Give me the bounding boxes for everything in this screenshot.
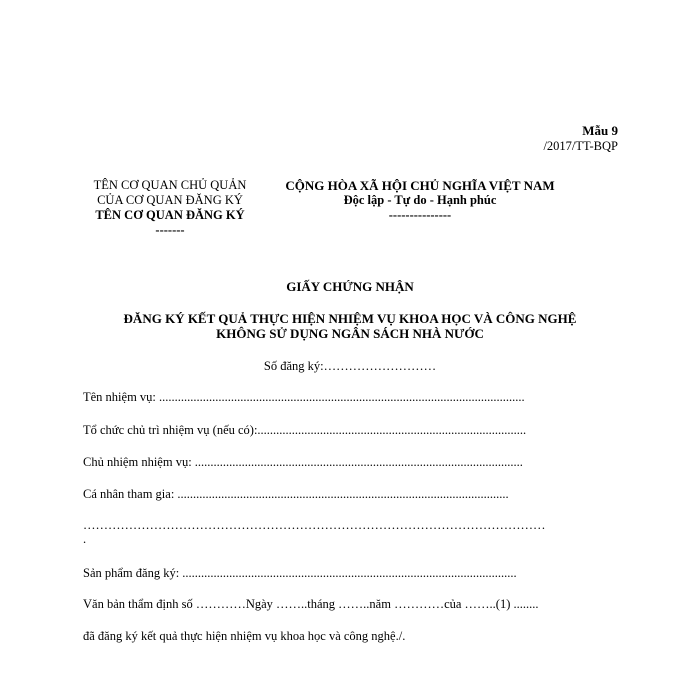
agency-line-1: TÊN CƠ QUAN CHỦ QUẢN xyxy=(93,178,247,192)
document-title: GIẤY CHỨNG NHẬN xyxy=(286,279,414,294)
field-registered-product: Sản phẩm đăng ký: ........................................................................................................... xyxy=(83,566,517,580)
conclusion-statement: đã đăng ký kết quả thực hiện nhiệm vụ khoa học và công nghệ./. xyxy=(83,629,406,643)
field-participants: Cá nhân tham gia: .......................................................................................................... xyxy=(83,487,509,501)
agency-line-3: TÊN CƠ QUAN ĐĂNG KÝ xyxy=(95,208,245,222)
circular-reference: /2017/TT-BQP xyxy=(543,139,618,153)
document-subtitle-line-2: KHÔNG SỬ DỤNG NGÂN SÁCH NHÀ NƯỚC xyxy=(216,326,484,341)
registration-number: Số đăng ký:……………………… xyxy=(263,359,437,373)
document-subtitle-line-1: ĐĂNG KÝ KẾT QUẢ THỰC HIỆN NHIỆM VỤ KHOA HỌC VÀ CÔNG NGHỆ xyxy=(123,311,577,326)
agency-line-2: CỦA CƠ QUAN ĐĂNG KÝ xyxy=(97,193,243,207)
agency-separator: ------- xyxy=(155,223,185,237)
agency-header xyxy=(70,178,270,238)
national-separator: --------------- xyxy=(388,208,452,222)
national-header xyxy=(270,178,570,223)
field-participants-continuation: ………………………………………………………………………………………………… xyxy=(83,518,546,532)
field-continuation-end: . xyxy=(83,532,87,546)
form-number: Mẫu 9 xyxy=(582,123,618,138)
national-motto: Độc lập - Tự do - Hạnh phúc xyxy=(343,193,497,207)
national-name: CỘNG HÒA XÃ HỘI CHỦ NGHĨA VIỆT NAM xyxy=(285,178,555,193)
field-host-organization: Tổ chức chủ trì nhiệm vụ (nếu có):...................................................................................... xyxy=(83,423,527,437)
field-task-leader: Chủ nhiệm nhiệm vụ: ......................................................................................................... xyxy=(83,455,523,469)
field-appraisal-document: Văn bản thẩm định số …………Ngày ……..tháng ……..năm …………của ……..(1) ........ xyxy=(83,597,539,611)
field-task-name: Tên nhiệm vụ: ..................................................................................................................... xyxy=(83,390,525,404)
